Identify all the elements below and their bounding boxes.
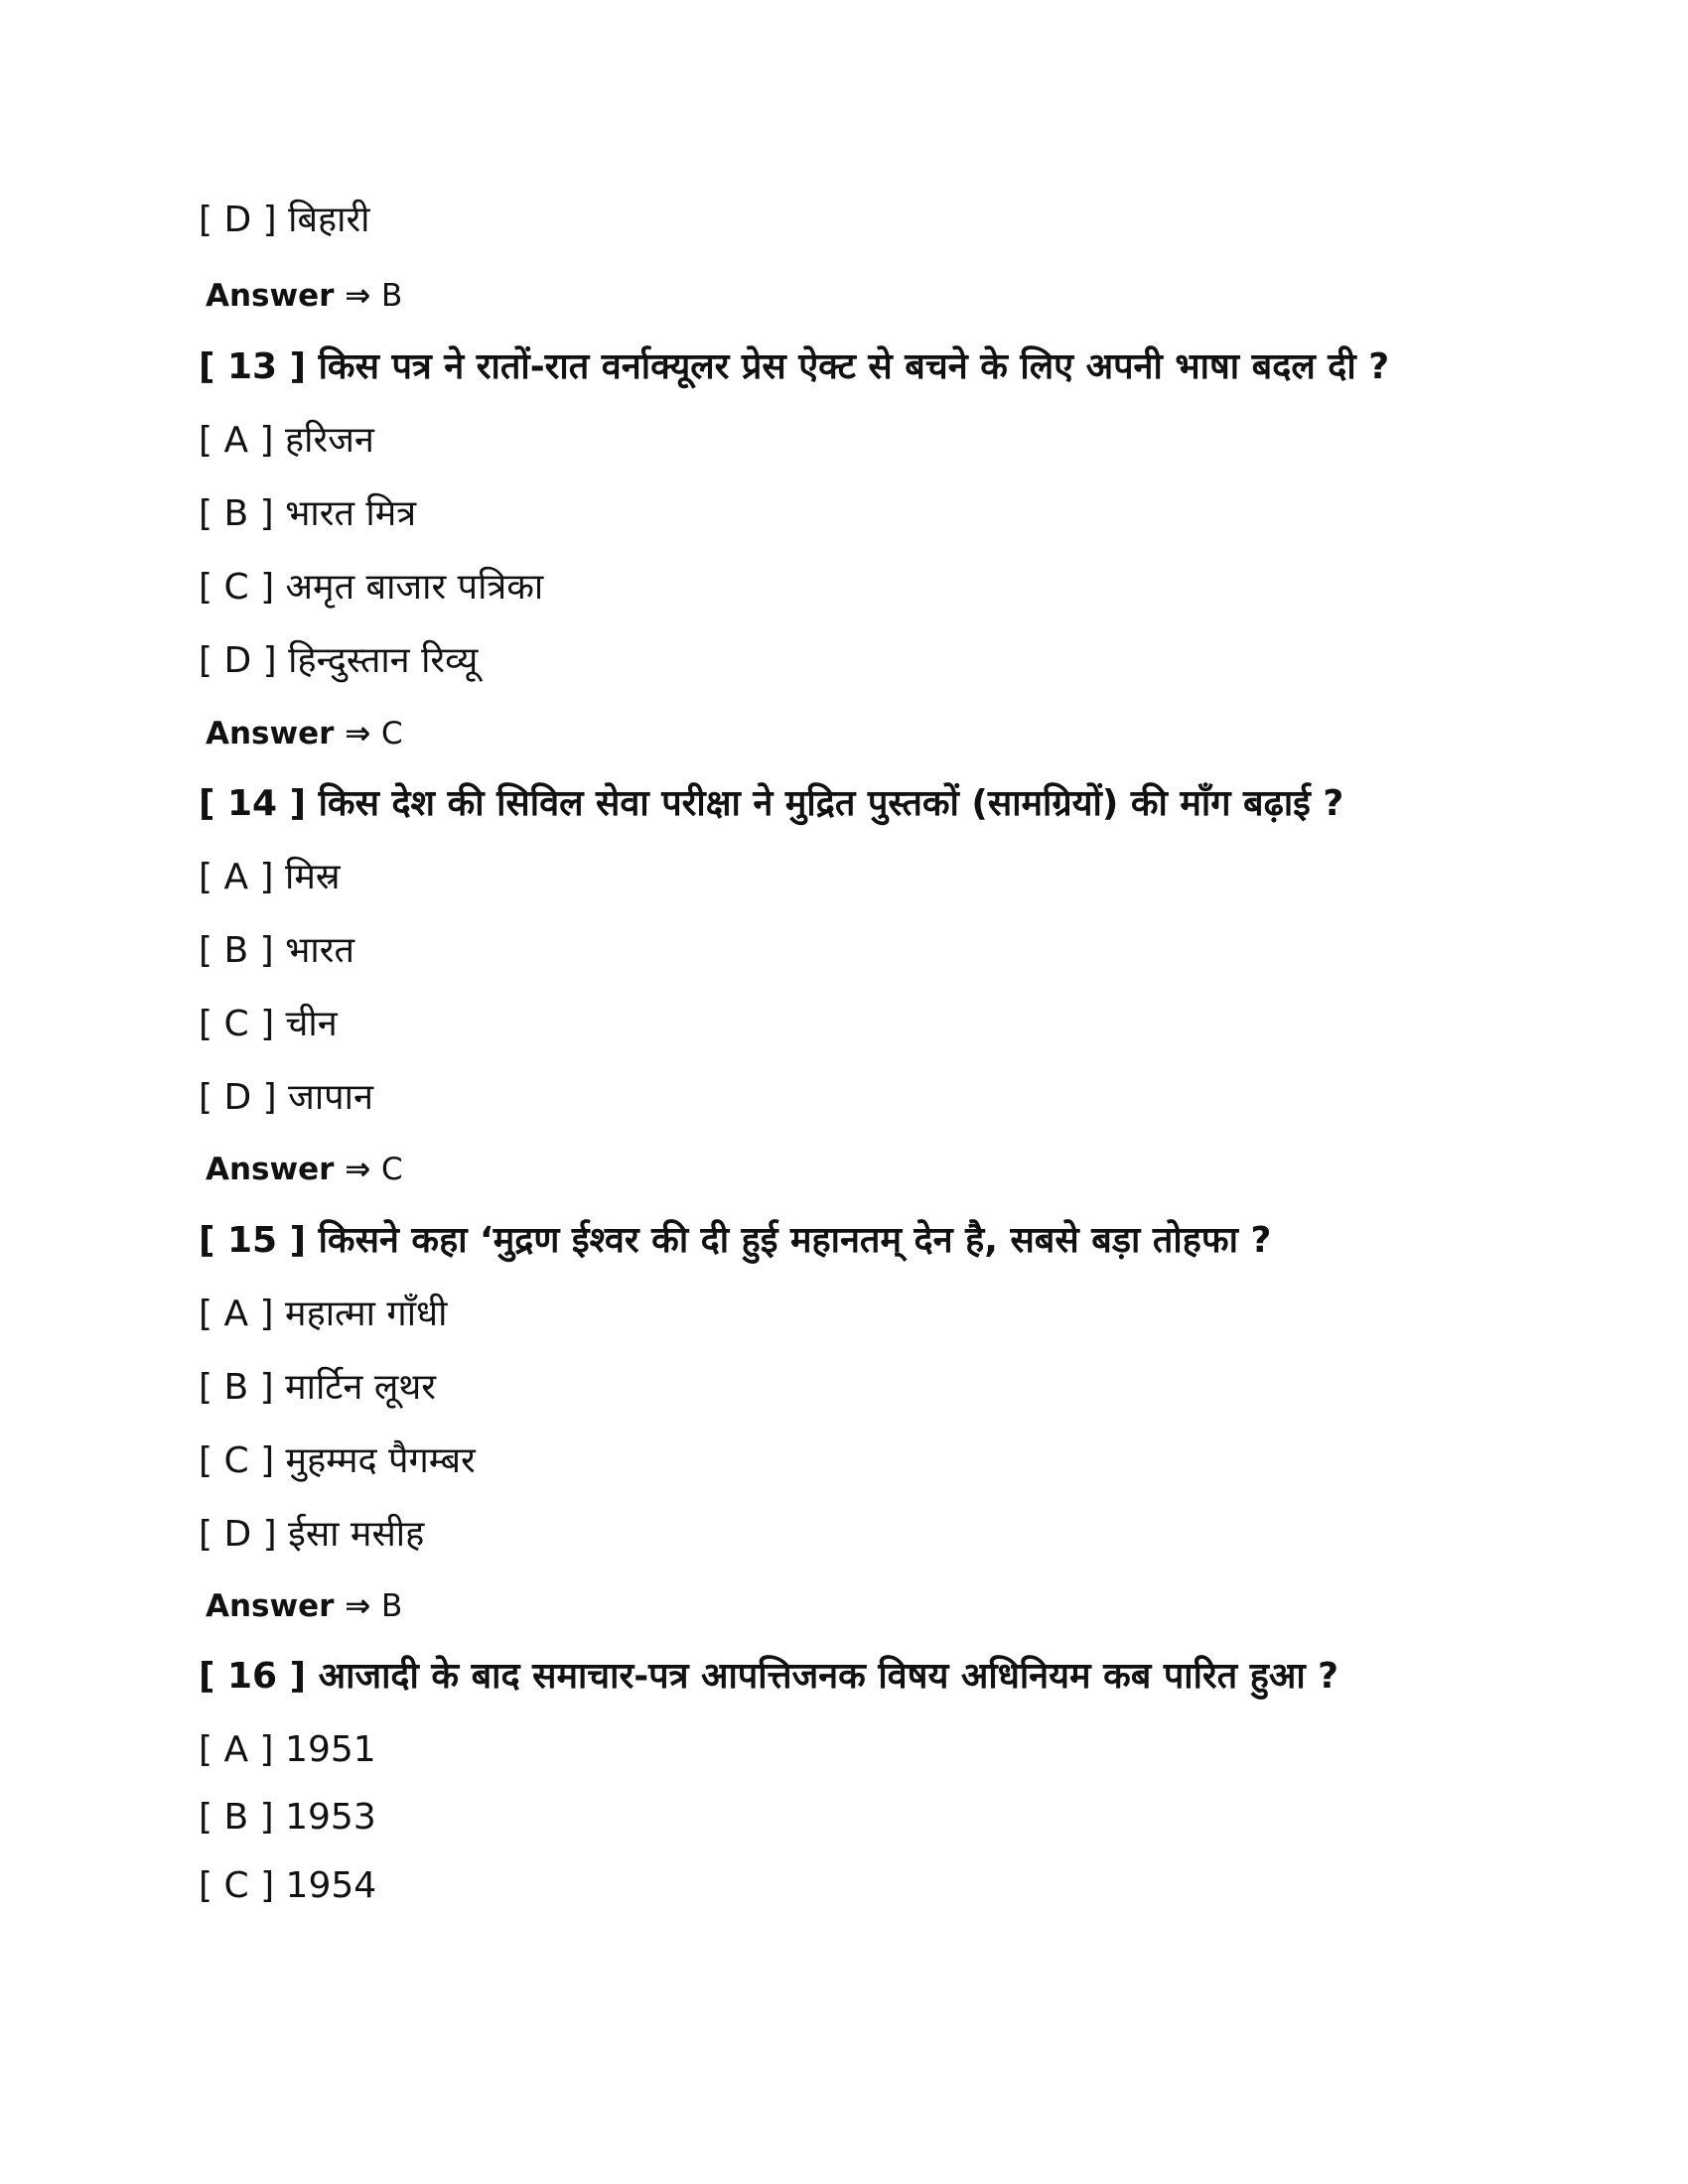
question-13-answer (206, 716, 403, 751)
answer-value: C (381, 716, 403, 751)
answer-value: B (381, 278, 403, 314)
answer-prefix: Answer ⇒ (206, 716, 371, 751)
question-14-answer (206, 1152, 403, 1187)
question-13-option-b: [ B ] भारत मित्र (199, 493, 417, 534)
answer-value: B (381, 1588, 403, 1624)
question-13-option-d: [ D ] हिन्दुस्तान रिव्यू (199, 640, 479, 681)
question-15-option-b: [ B ] मार्टिन लूथर (199, 1367, 436, 1408)
question-13: [ 13 ] किस पत्र ने रातों-रात वर्नाक्यूलर प्रेस ऐक्ट से बचने के लिए अपनी भाषा बदल दी ? (199, 346, 1390, 387)
answer-value: C (381, 1152, 403, 1187)
answer-prefix: Answer ⇒ (206, 1152, 371, 1187)
answer-prefix: Answer ⇒ (206, 1588, 371, 1624)
question-14-option-b: [ B ] भारत (199, 930, 354, 971)
question-16-option-b: [ B ] 1953 (199, 1797, 376, 1838)
question-14: [ 14 ] किस देश की सिविल सेवा परीक्षा ने मुद्रित पुस्तकों (सामग्रियों) की माँग बढ़ाई ? (199, 783, 1344, 824)
question-13-option-a: [ A ] हरिजन (199, 420, 374, 461)
question-16-option-c: [ C ] 1954 (199, 1865, 377, 1906)
question-15-option-a: [ A ] महात्मा गाँधी (199, 1294, 448, 1334)
question-14-option-a: [ A ] मिस्र (199, 857, 341, 897)
question-13-option-c: [ C ] अमृत बाजार पत्रिका (199, 567, 544, 608)
answer-prefix: Answer ⇒ (206, 278, 371, 314)
question-16-option-a: [ A ] 1951 (199, 1729, 376, 1770)
question-15-option-c: [ C ] मुहम्मद पैगम्बर (199, 1440, 476, 1481)
question-15-option-d: [ D ] ईसा मसीह (199, 1514, 425, 1555)
question-14-option-c: [ C ] चीन (199, 1004, 338, 1044)
question-16: [ 16 ] आजादी के बाद समाचार-पत्र आपत्तिजनक विषय अधिनियम कब पारित हुआ ? (199, 1656, 1339, 1697)
question-15: [ 15 ] किसने कहा ‘मुद्रण ईश्वर की दी हुई महानतम् देन है, सबसे बड़ा तोहफा ? (199, 1220, 1272, 1261)
answer-prev (206, 278, 403, 314)
question-14-option-d: [ D ] जापान (199, 1077, 373, 1118)
question-15-answer (206, 1588, 403, 1624)
option-d-prev: [ D ] बिहारी (199, 200, 370, 240)
